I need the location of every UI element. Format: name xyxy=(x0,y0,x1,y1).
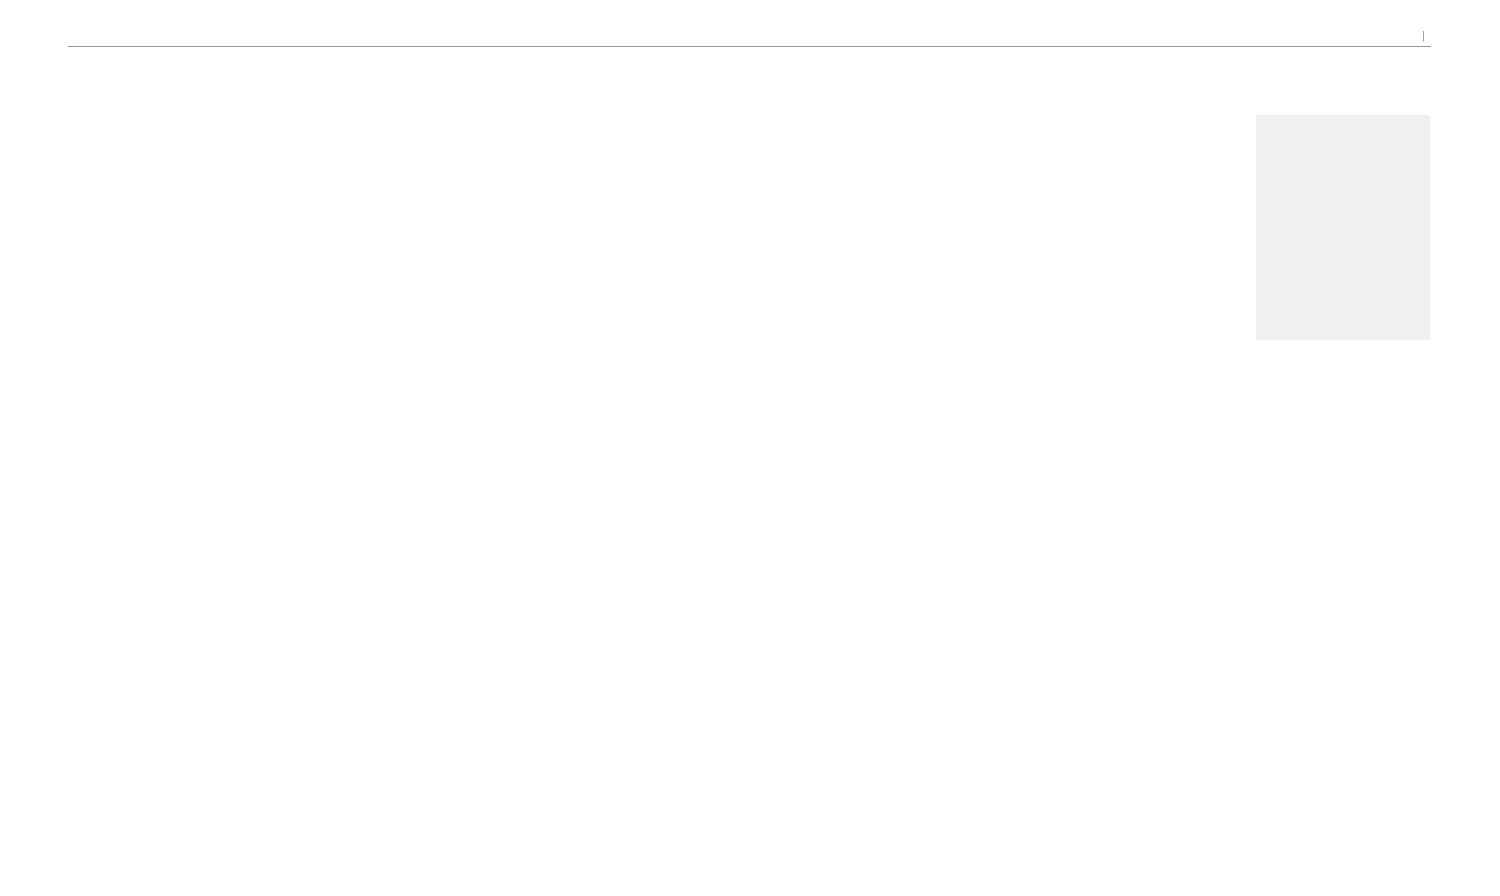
notes-title xyxy=(1256,115,1430,126)
header-rule xyxy=(68,46,1431,47)
running-head xyxy=(1417,30,1430,42)
training-notes-panel xyxy=(1256,115,1430,340)
separator: | xyxy=(1422,30,1425,42)
phase-legend xyxy=(1032,119,1182,124)
load-chart xyxy=(800,155,1020,350)
